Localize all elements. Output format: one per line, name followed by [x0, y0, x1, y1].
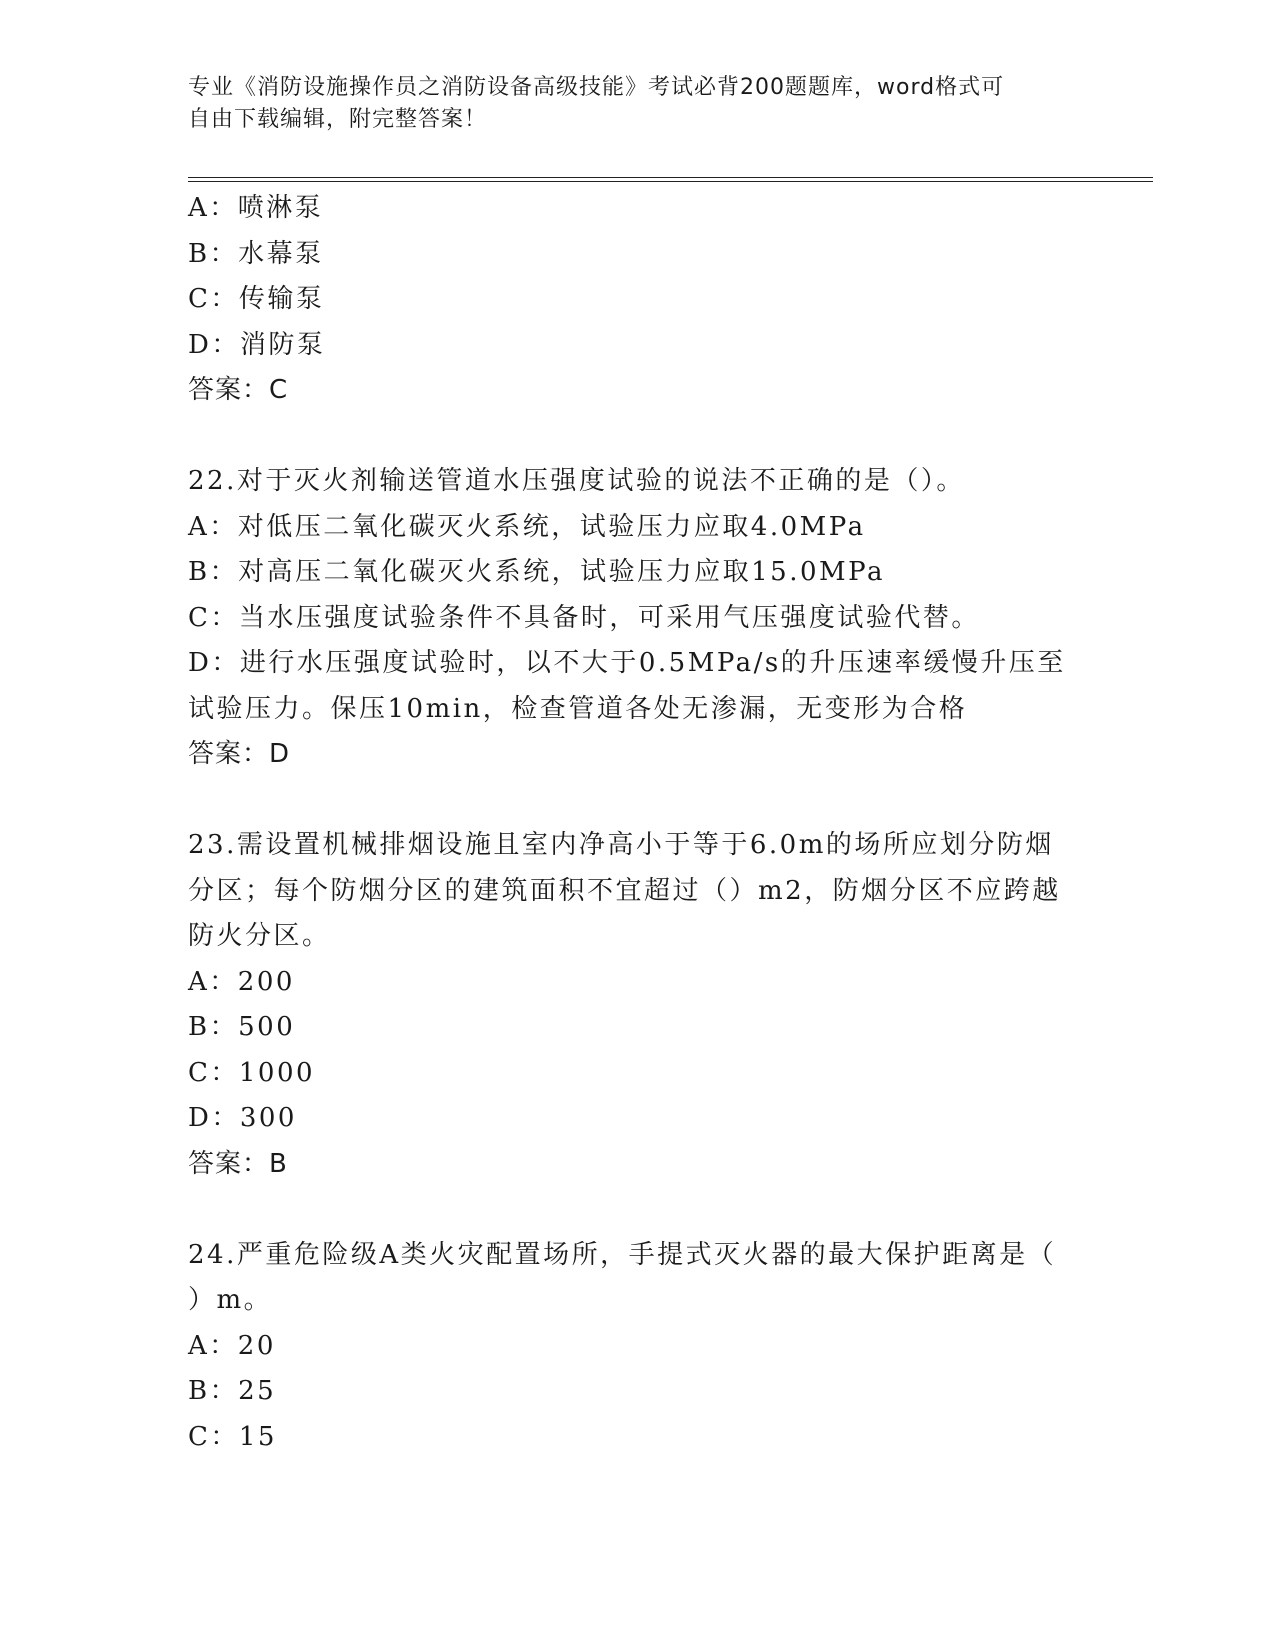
question-stem: 24.严重危险级A类火灾配置场所，手提式灭火器的最大保护距离是（	[188, 1239, 1057, 1270]
question-stem-continued: 分区；每个防烟分区的建筑面积不宜超过（）m2，防烟分区不应跨越	[188, 875, 1061, 906]
question-stem: 22.对于灭火剂输送管道水压强度试验的说法不正确的是（）。	[188, 466, 965, 496]
option-b: B：对高压二氧化碳灭火系统，试验压力应取15.0MPa	[188, 557, 885, 587]
question-21	[188, 186, 1088, 414]
question-spacer	[188, 778, 1088, 824]
option-d-continued: 试验压力。保压10min，检查管道各处无渗漏，无变形为合格	[188, 693, 968, 724]
option-b: B：25	[188, 1376, 277, 1406]
option-a: A：对低压二氧化碳灭火系统，试验压力应取4.0MPa	[188, 511, 866, 542]
question-stem-continued: ）m。	[188, 1285, 273, 1315]
answer-line: 答案：B	[188, 1148, 288, 1179]
header-divider-top	[188, 177, 1153, 178]
option-c: C：传输泵	[188, 284, 325, 314]
option-a: A：喷淋泵	[188, 193, 324, 223]
option-b: B：水幕泵	[188, 238, 324, 269]
option-d: D：进行水压强度试验时，以不大于0.5MPa/s的升压速率缓慢升压至	[188, 648, 1066, 678]
question-stem-continued: 防火分区。	[188, 921, 331, 951]
option-a: A：20	[188, 1330, 276, 1361]
question-22	[188, 459, 1088, 778]
option-d: D：300	[188, 1103, 297, 1133]
option-d: D：消防泵	[188, 329, 326, 360]
option-a: A：200	[188, 966, 295, 997]
question-spacer	[188, 1187, 1088, 1233]
option-b: B：500	[188, 1012, 296, 1042]
header-title-line-2: 自由下载编辑，附完整答案！	[188, 107, 488, 132]
question-24	[188, 1233, 1088, 1461]
question-stem: 23.需设置机械排烟设施且室内净高小于等于6.0m的场所应划分防烟	[188, 830, 1054, 860]
header-title-line-1: 专业《消防设施操作员之消防设备高级技能》考试必背200题题库，word格式可	[188, 75, 1005, 100]
answer-line: 答案：D	[188, 739, 291, 769]
option-c: C：15	[188, 1421, 277, 1452]
question-23	[188, 823, 1088, 1187]
option-c: C：1000	[188, 1057, 316, 1088]
option-c: C：当水压强度试验条件不具备时，可采用气压强度试验代替。	[188, 602, 980, 633]
document-header	[188, 72, 1068, 136]
question-spacer	[188, 414, 1088, 460]
header-divider-bottom	[188, 181, 1153, 182]
question-list	[188, 186, 1088, 1460]
answer-line: 答案：C	[188, 375, 289, 405]
